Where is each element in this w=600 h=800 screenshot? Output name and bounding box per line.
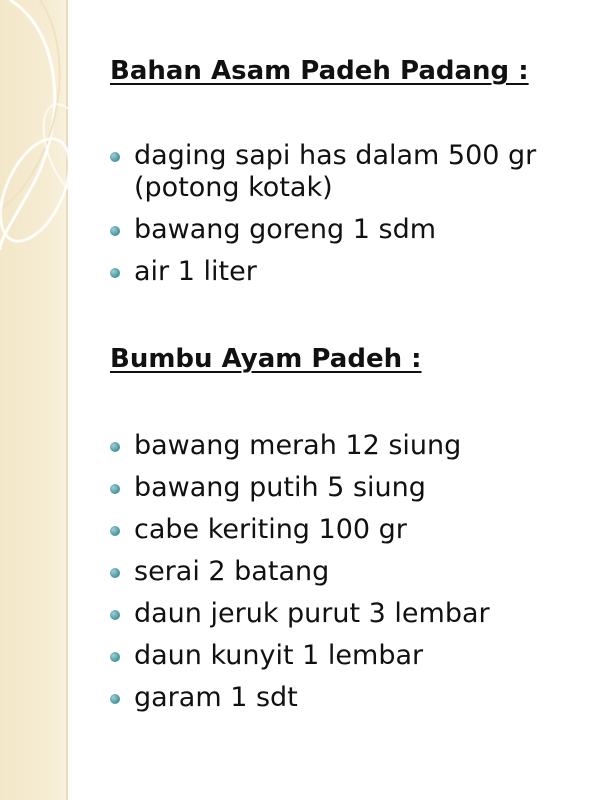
list-item: daun kunyit 1 lembar xyxy=(110,640,580,672)
bullet-icon xyxy=(110,484,120,494)
bullet-icon xyxy=(110,652,120,662)
list-item: garam 1 sdt xyxy=(110,682,580,714)
ingredient-list-bahan xyxy=(110,140,580,298)
list-item: bawang merah 12 siung xyxy=(110,430,580,462)
list-item: serai 2 batang xyxy=(110,556,580,588)
list-item: bawang putih 5 siung xyxy=(110,472,580,504)
list-item: daging sapi has dalam 500 gr (potong kotak) xyxy=(110,140,580,204)
bullet-icon xyxy=(110,226,120,236)
bullet-icon xyxy=(110,442,120,452)
list-item: daun jeruk purut 3 lembar xyxy=(110,598,580,630)
list-item: air 1 liter xyxy=(110,256,580,288)
bullet-icon xyxy=(110,152,120,162)
list-item: cabe keriting 100 gr xyxy=(110,514,580,546)
bullet-icon xyxy=(110,694,120,704)
ingredient-list-bumbu xyxy=(110,430,580,724)
decorative-swirl xyxy=(0,0,120,280)
slide-content xyxy=(110,0,580,800)
bullet-icon xyxy=(110,268,120,278)
bullet-icon xyxy=(110,610,120,620)
section-heading-bahan: Bahan Asam Padeh Padang : xyxy=(110,56,529,86)
bullet-icon xyxy=(110,526,120,536)
list-item: bawang goreng 1 sdm xyxy=(110,214,580,246)
bullet-icon xyxy=(110,568,120,578)
section-heading-bumbu: Bumbu Ayam Padeh : xyxy=(110,344,422,374)
